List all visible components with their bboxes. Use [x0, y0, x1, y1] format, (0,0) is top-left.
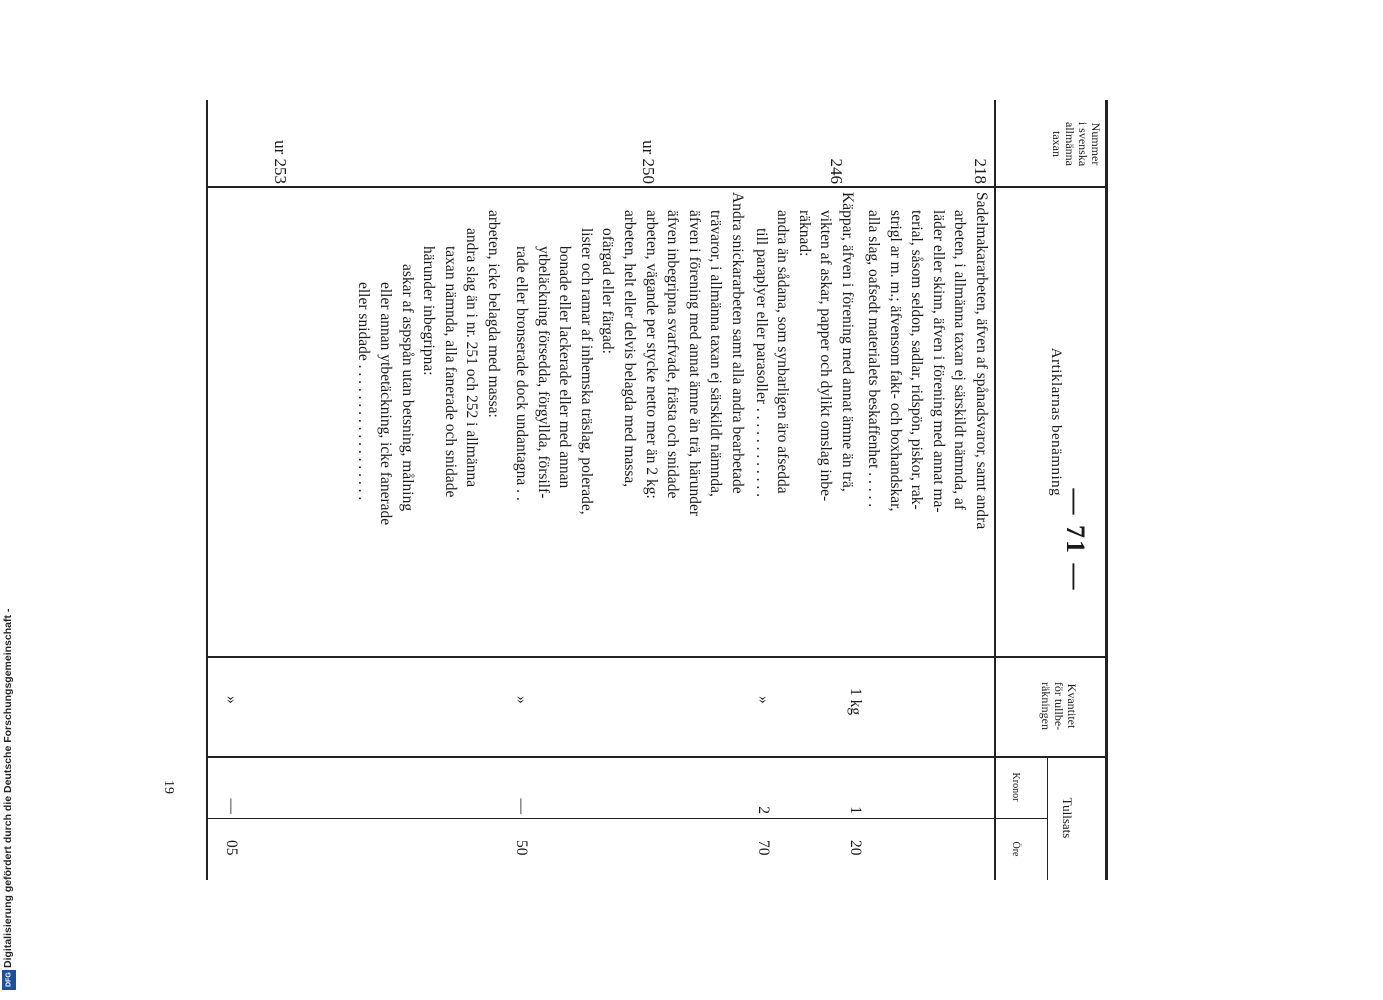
description-line: rade eller bronserade dock undantagna . . [513, 246, 531, 501]
header-ore: Öre [1010, 841, 1021, 857]
row-kronor: 1 [847, 806, 864, 814]
row-ore: 70 [755, 840, 772, 856]
row-ore: 50 [513, 840, 530, 856]
header-tullsats: Tullsats [1060, 797, 1075, 839]
description-line: taxan nämnda, alla fanerade och snidade [441, 246, 459, 498]
description-line: andra än sådana, som synbarligen äro afsedda [774, 210, 792, 494]
header-nummer-line: Nummer [1089, 122, 1103, 166]
description-line: Käppar, äfven i förening med annat ämne än trä, [839, 192, 856, 492]
header-kronor: Kronor [1010, 772, 1021, 802]
row-quantity: 1 kg [847, 688, 864, 716]
description-line: Sadelmakararbeten, äfven af spånadsvaror, samt andra [973, 192, 990, 530]
description-line: askar af aspspån utan betsning, målning [398, 264, 416, 512]
row-kronor: 2 [755, 806, 772, 814]
row-number: ur 253 [271, 140, 290, 184]
description-line: andra slag än i nr. 251 och 252 i allmänna [463, 228, 481, 488]
row-description [510, 192, 748, 648]
header-nummer-line: taxan [1050, 131, 1064, 157]
description-line: räknad: [795, 210, 813, 257]
description-line: arbeten, i allmänna taxan ej särskildt nämnda, af [951, 210, 969, 510]
column-rule-1 [208, 186, 1108, 188]
header-nummer-line: allmänna [1063, 122, 1077, 166]
description-line: eller snidade . . . . . . . . . . . . . . . . . . [355, 282, 373, 501]
header-kvantitet [1039, 658, 1078, 754]
row-quantity: » [513, 696, 530, 704]
description-line: härunder inbegripna: [420, 246, 438, 376]
document-page [108, 100, 1108, 980]
description-line: strigl ar m. m.; äfvensom fakt- och boxhandskar, [886, 210, 904, 512]
row-quantity: » [755, 696, 772, 704]
row-number: ur 250 [639, 140, 658, 184]
dfg-logo: DFG [2, 970, 16, 990]
header-kvantitet-line: Kvantitet [1065, 683, 1079, 729]
description-line: arbeten, icke belagda med massa: [485, 210, 502, 418]
row-number: 246 [827, 158, 846, 184]
row-ore: 20 [847, 840, 864, 856]
description-line: vikten af askar, papper och dylikt omslag inbe- [817, 210, 835, 502]
signature-mark: 19 [161, 780, 176, 794]
table-bottom-rule [207, 100, 209, 880]
description-line: läder eller skinn, äfven i förening med annat ma- [929, 210, 947, 513]
header-artiklar: Artiklarnas benämning [1048, 347, 1064, 497]
description-line: trävaror, i allmänna taxan ej särskildt nämnda, [707, 210, 725, 497]
description-line: äfven i förening med annat ämne än trä, härunder [685, 210, 703, 516]
row-description [750, 192, 858, 648]
header-kvantitet-line: räkningen [1039, 682, 1053, 730]
header-bottom-rule [995, 100, 997, 880]
row-quantity: » [223, 696, 240, 704]
row-description [862, 192, 992, 648]
description-line: Andra snickararbeten samt alla andra bearbetade [729, 192, 746, 494]
column-rule-2 [208, 656, 1108, 658]
digitization-credit [0, 600, 22, 995]
credit-text: Digitalisierung gefördert durch die Deutsche Forschungsgemeinschaft - [2, 608, 14, 968]
description-line: till paraplyer eller parasoller . . . . . . . . . . . . [752, 228, 770, 498]
description-line: arbeten, vägande per stycke netto mer än 2 kg: [642, 210, 660, 499]
row-description [353, 192, 504, 648]
description-line: lister och ramar af inhemska träslag, polerade, [577, 228, 595, 515]
description-line: ofärgad eller färgad: [599, 228, 617, 354]
row-ore: 05 [223, 840, 240, 856]
description-line: arbeten, helt eller delvis belagda med massa, [621, 210, 639, 488]
description-line: ytbeläckning försedda, förgyllda, försilf- [534, 246, 552, 499]
description-line: eller annan ytbetäckning, icke fanerade [377, 282, 395, 526]
column-rule-3 [208, 756, 1108, 758]
description-line: bonade eller lackerade eller med annan [556, 246, 574, 489]
description-line: terial, såsom seldon, sadlar, ridspön, piskor, rak- [908, 210, 926, 510]
row-kronor: — [513, 798, 530, 814]
row-number: 218 [971, 158, 990, 184]
page-number: — 71 — [1061, 488, 1090, 592]
header-nummer-line: i svenska [1076, 121, 1090, 167]
table-top-rule [1105, 100, 1108, 880]
header-nummer [1050, 104, 1102, 184]
row-kronor: — [223, 798, 240, 814]
description-line: äfven inbegripna svarfvade, frästa och snidade [664, 210, 682, 499]
kronor-ore-rule [208, 818, 1048, 819]
header-kvantitet-line: för tullbe- [1052, 681, 1066, 731]
description-line: alla slag, oafsedt materialets beskaffenhet . . . . . [865, 210, 883, 508]
